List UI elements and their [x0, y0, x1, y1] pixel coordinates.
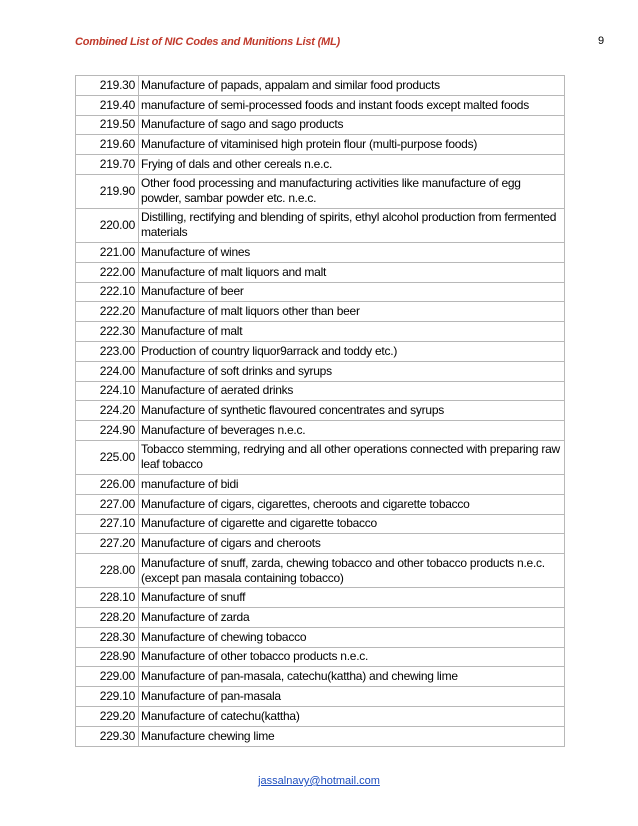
nic-description-cell: Manufacture of beer	[139, 282, 565, 302]
table-row	[76, 494, 565, 514]
nic-code-cell: 229.00	[76, 667, 139, 687]
nic-description-cell: Manufacture of sago and sago products	[139, 115, 565, 135]
nic-code-cell: 219.60	[76, 135, 139, 155]
table-row	[76, 647, 565, 667]
table-row	[76, 155, 565, 175]
nic-codes-table-body	[76, 76, 565, 747]
table-row	[76, 322, 565, 342]
nic-description-cell: Manufacture of snuff	[139, 588, 565, 608]
table-row	[76, 174, 565, 208]
table-row	[76, 361, 565, 381]
nic-description-cell: Manufacture of papads, appalam and similar food products	[139, 76, 565, 96]
nic-description-cell: Manufacture of catechu(kattha)	[139, 706, 565, 726]
nic-description-cell: Distilling, rectifying and blending of spirits, ethyl alcohol production from fermented materials	[139, 208, 565, 242]
table-row	[76, 514, 565, 534]
nic-code-cell: 225.00	[76, 440, 139, 474]
nic-code-cell: 228.00	[76, 554, 139, 588]
table-row	[76, 627, 565, 647]
table-row	[76, 440, 565, 474]
table-row	[76, 76, 565, 96]
table-row	[76, 726, 565, 746]
table-row	[76, 534, 565, 554]
nic-description-cell: Manufacture of cigarette and cigarette tobacco	[139, 514, 565, 534]
nic-code-cell: 222.30	[76, 322, 139, 342]
nic-description-cell: manufacture of bidi	[139, 474, 565, 494]
page-number: 9	[598, 35, 605, 47]
footer-email-link[interactable]: jassalnavy@hotmail.com	[258, 775, 380, 787]
table-row	[76, 706, 565, 726]
nic-description-cell: Tobacco stemming, redrying and all other operations connected with preparing raw leaf tobacco	[139, 440, 565, 474]
nic-description-cell: Manufacture of synthetic flavoured concentrates and syrups	[139, 401, 565, 421]
table-row	[76, 95, 565, 115]
nic-code-cell: 222.20	[76, 302, 139, 322]
nic-description-cell: Manufacture of zarda	[139, 607, 565, 627]
table-row	[76, 282, 565, 302]
nic-code-cell: 224.10	[76, 381, 139, 401]
table-row	[76, 421, 565, 441]
nic-code-cell: 229.10	[76, 687, 139, 707]
table-row	[76, 262, 565, 282]
nic-description-cell: Manufacture of malt liquors and malt	[139, 262, 565, 282]
table-row	[76, 302, 565, 322]
table-row	[76, 554, 565, 588]
table-row	[76, 667, 565, 687]
nic-code-cell: 224.00	[76, 361, 139, 381]
nic-description-cell: Manufacture of wines	[139, 242, 565, 262]
nic-code-cell: 228.20	[76, 607, 139, 627]
nic-description-cell: Frying of dals and other cereals n.e.c.	[139, 155, 565, 175]
nic-description-cell: Manufacture of other tobacco products n.e.c.	[139, 647, 565, 667]
nic-description-cell: Manufacture of aerated drinks	[139, 381, 565, 401]
nic-code-cell: 219.50	[76, 115, 139, 135]
nic-code-cell: 229.30	[76, 726, 139, 746]
table-row	[76, 242, 565, 262]
document-header-title: Combined List of NIC Codes and Munitions List (ML)	[75, 36, 340, 48]
nic-code-cell: 222.00	[76, 262, 139, 282]
nic-description-cell: Manufacture of soft drinks and syrups	[139, 361, 565, 381]
nic-code-cell: 228.90	[76, 647, 139, 667]
nic-description-cell: Manufacture of malt	[139, 322, 565, 342]
nic-description-cell: Manufacture of malt liquors other than beer	[139, 302, 565, 322]
nic-description-cell: Manufacture of cigars and cheroots	[139, 534, 565, 554]
nic-description-cell: Manufacture of vitaminised high protein flour (multi-purpose foods)	[139, 135, 565, 155]
table-row	[76, 381, 565, 401]
nic-code-cell: 226.00	[76, 474, 139, 494]
nic-code-cell: 219.30	[76, 76, 139, 96]
nic-code-cell: 229.20	[76, 706, 139, 726]
table-row	[76, 341, 565, 361]
table-row	[76, 607, 565, 627]
nic-code-cell: 227.00	[76, 494, 139, 514]
nic-codes-table	[75, 75, 565, 747]
nic-description-cell: Manufacture of beverages n.e.c.	[139, 421, 565, 441]
table-row	[76, 115, 565, 135]
nic-description-cell: Production of country liquor9arrack and toddy etc.)	[139, 341, 565, 361]
nic-description-cell: manufacture of semi-processed foods and instant foods except malted foods	[139, 95, 565, 115]
table-row	[76, 401, 565, 421]
table-row	[76, 687, 565, 707]
table-row	[76, 474, 565, 494]
nic-code-cell: 223.00	[76, 341, 139, 361]
nic-code-cell: 224.20	[76, 401, 139, 421]
nic-description-cell: Manufacture chewing lime	[139, 726, 565, 746]
nic-code-cell: 227.20	[76, 534, 139, 554]
nic-code-cell: 219.40	[76, 95, 139, 115]
nic-code-cell: 219.70	[76, 155, 139, 175]
nic-code-cell: 228.10	[76, 588, 139, 608]
nic-description-cell: Manufacture of chewing tobacco	[139, 627, 565, 647]
nic-description-cell: Manufacture of pan-masala, catechu(kattha) and chewing lime	[139, 667, 565, 687]
nic-code-cell: 224.90	[76, 421, 139, 441]
table-row	[76, 208, 565, 242]
nic-description-cell: Manufacture of snuff, zarda, chewing tobacco and other tobacco products n.e.c. (except pan masala containing tobacco)	[139, 554, 565, 588]
nic-description-cell: Manufacture of pan-masala	[139, 687, 565, 707]
nic-code-cell: 219.90	[76, 174, 139, 208]
nic-code-cell: 220.00	[76, 208, 139, 242]
nic-code-cell: 228.30	[76, 627, 139, 647]
table-row	[76, 135, 565, 155]
table-row	[76, 588, 565, 608]
nic-description-cell: Manufacture of cigars, cigarettes, cheroots and cigarette tobacco	[139, 494, 565, 514]
nic-code-cell: 221.00	[76, 242, 139, 262]
nic-code-cell: 222.10	[76, 282, 139, 302]
nic-code-cell: 227.10	[76, 514, 139, 534]
nic-description-cell: Other food processing and manufacturing activities like manufacture of egg powder, sambar powder etc. n.e.c.	[139, 174, 565, 208]
